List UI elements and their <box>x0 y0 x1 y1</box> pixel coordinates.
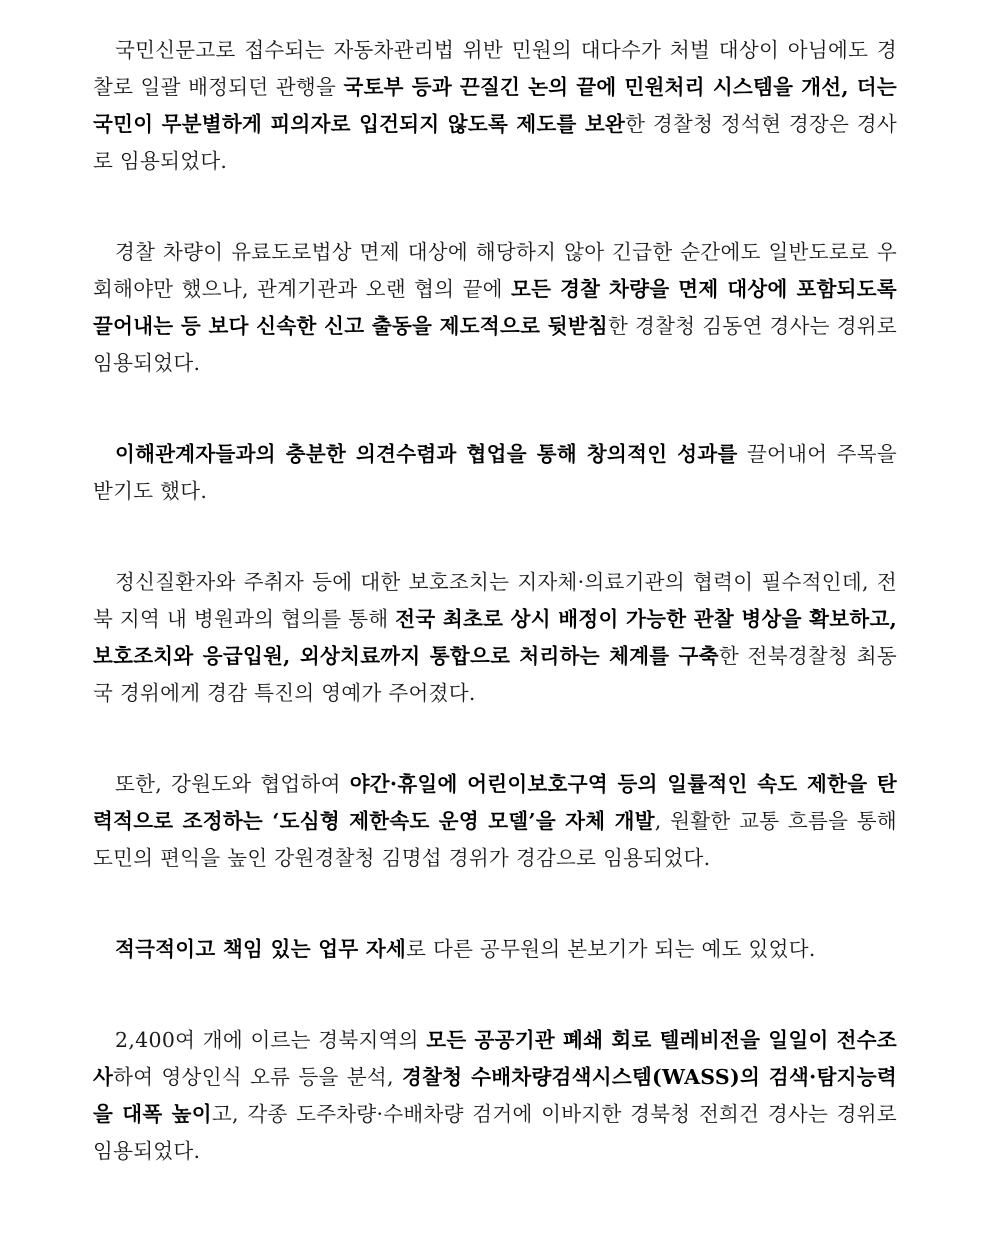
bold-text-segment: 모든 경찰 차량을 면제 대상에 포함되도록 끌어내는 등 보다 신속한 신고 출동을 제도적으로 뒷받침 <box>93 277 897 338</box>
text-segment: 한 경찰청 정석현 경장은 경사로 임용되었다. <box>93 112 897 173</box>
paragraph-6 <box>93 931 897 968</box>
text-segment: 정신질환자와 주취자 등에 대한 보호조치는 지자체·의료기관의 협력이 필수적인데, 전북 지역 내 병원과의 협의를 통해 <box>93 570 897 631</box>
text-segment: 한 경찰청 김동연 경사는 경위로 임용되었다. <box>93 314 897 375</box>
text-segment: 또한, 강원도와 협업하여 <box>115 772 350 796</box>
text-segment: 한 전북경찰청 최동국 경위에게 경감 특진의 영예가 주어졌다. <box>93 644 897 705</box>
bold-text-segment: 국토부 등과 끈질긴 논의 끝에 민원처리 시스템을 개선, 더는 국민이 무분별하게 피의자로 입건되지 않도록 제도를 보완 <box>93 75 897 136</box>
bold-text-segment: 야간·휴일에 어린이보호구역 등의 일률적인 속도 제한을 탄력적으로 조정하는 ‘도심형 제한속도 운영 모델’을 자체 개발 <box>93 772 897 833</box>
text-segment: 로 다른 공무원의 본보기가 되는 예도 있었다. <box>406 937 816 961</box>
paragraph-5 <box>93 766 897 877</box>
text-segment: 하여 영상인식 오류 등을 분석, <box>113 1065 403 1089</box>
paragraph-7 <box>93 1022 897 1170</box>
paragraph-4 <box>93 564 897 712</box>
text-segment: 경찰 차량이 유료도로법상 면제 대상에 해당하지 않아 긴급한 순간에도 일반도로로 우회해야만 했으나, 관계기관과 오랜 협의 끝에 <box>93 240 897 301</box>
text-segment: 2,400여 개에 이르는 경북지역의 <box>115 1028 427 1052</box>
bold-text-segment: 전국 최초로 상시 배정이 가능한 관찰 병상을 확보하고, 보호조치와 응급입원, 외상치료까지 통합으로 처리하는 체계를 구축 <box>93 607 898 668</box>
bold-text-segment: 모든 공공기관 폐쇄 회로 텔레비전을 일일이 전수조사 <box>93 1028 897 1089</box>
bold-text-segment: 경찰청 수배차량검색시스템(WASS)의 검색·탐지능력을 대폭 높이 <box>93 1065 897 1126</box>
text-segment: 끌어내어 주목을 받기도 했다. <box>93 442 897 503</box>
bold-text-segment: 적극적이고 책임 있는 업무 자세 <box>115 937 407 961</box>
paragraph-2 <box>93 234 897 382</box>
paragraph-1 <box>93 32 897 180</box>
document-page <box>93 32 897 1170</box>
text-segment: 고, 각종 도주차량·수배차량 검거에 이바지한 경북청 전희건 경사는 경위로 임용되었다. <box>93 1102 897 1163</box>
text-segment: , 원활한 교통 흐름을 통해 도민의 편익을 높인 강원경찰청 김명섭 경위가 경감으로 임용되었다. <box>93 809 897 870</box>
bold-text-segment: 이해관계자들과의 충분한 의견수렴과 협업을 통해 창의적인 성과를 <box>115 442 738 466</box>
paragraph-3 <box>93 436 897 510</box>
text-segment: 국민신문고로 접수되는 자동차관리법 위반 민원의 대다수가 처벌 대상이 아님에도 경찰로 일괄 배정되던 관행을 <box>93 38 897 99</box>
